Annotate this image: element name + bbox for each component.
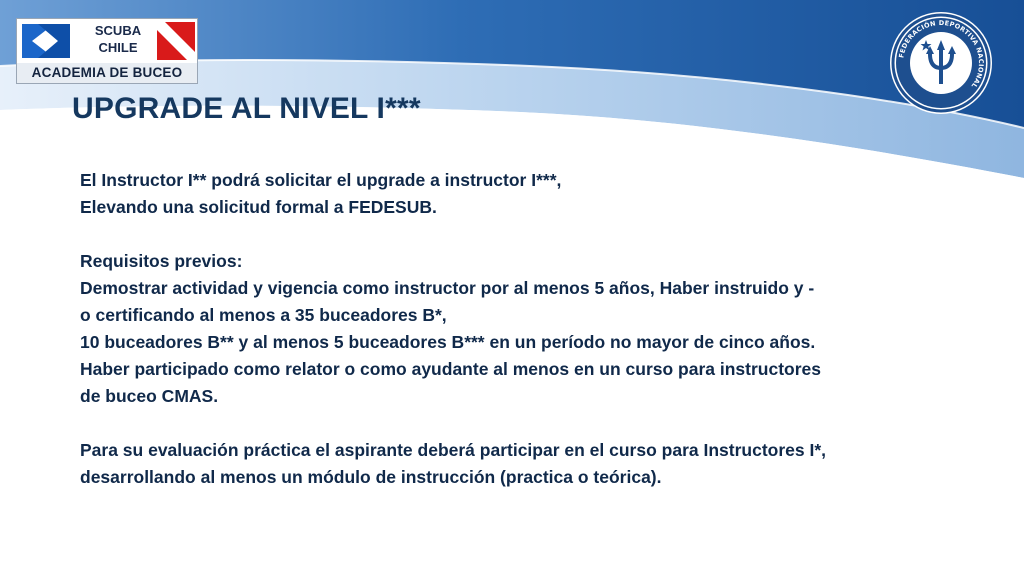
federation-trident-emblem-icon xyxy=(888,10,994,116)
intro-line-1: El Instructor I** podrá solicitar el upgrade a instructor I***, xyxy=(80,170,562,190)
dive-flag-icon xyxy=(157,22,195,60)
evaluation-line-2: desarrollando al menos un módulo de instrucción (practica o teórica). xyxy=(80,467,662,487)
logo-title xyxy=(83,22,153,56)
emblem-ring-text: FEDERACIÓN DEPORTIVA NACIONAL xyxy=(897,18,986,90)
scuba-chile-logo xyxy=(16,18,198,84)
logo-subtitle: ACADEMIA DE BUCEO xyxy=(17,63,197,83)
slide-body xyxy=(80,167,980,491)
requirement-line-5: de buceo CMAS. xyxy=(80,386,219,406)
intro-line-2: Elevando una solicitud formal a FEDESUB. xyxy=(80,197,437,217)
logo-title-line1: SCUBA xyxy=(94,23,142,38)
requirement-line-1: Demostrar actividad y vigencia como instructor por al menos 5 años, Haber instruido y - xyxy=(80,278,815,298)
paragraph-gap xyxy=(80,221,980,248)
requirement-line-2: o certificando al menos a 35 buceadores B*, xyxy=(80,305,447,325)
requirement-line-4: Haber participado como relator o como ayudante al menos en un curso para instructores xyxy=(80,359,822,379)
paragraph-gap xyxy=(80,410,980,437)
slide-title: UPGRADE AL NIVEL I*** xyxy=(72,92,421,125)
logo-title-line2: CHILE xyxy=(98,40,138,55)
requirement-line-3: 10 buceadores B** y al menos 5 buceadores B*** en un período no mayor de cinco años. xyxy=(80,332,816,352)
scuba-arrow-icon xyxy=(20,22,72,60)
requirements-heading: Requisitos previos: xyxy=(80,251,243,271)
evaluation-line-1: Para su evaluación práctica el aspirante deberá participar en el curso para Instructores I*, xyxy=(80,440,827,460)
